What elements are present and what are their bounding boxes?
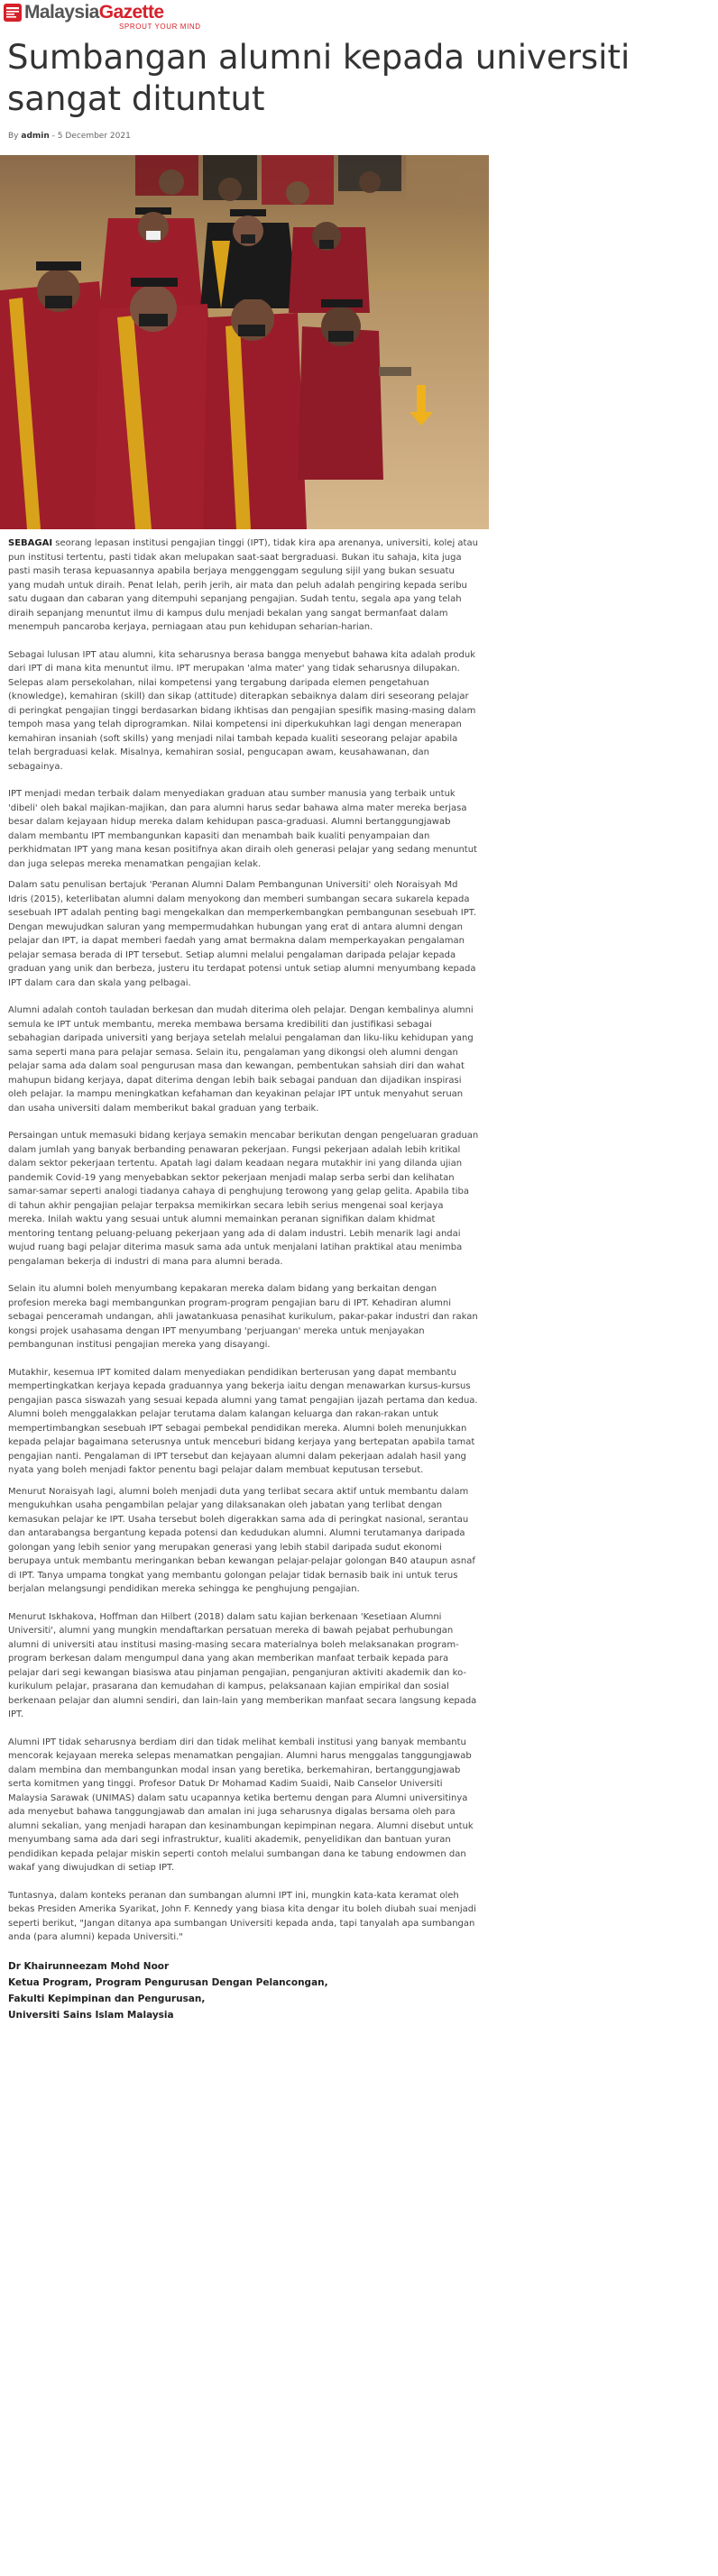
paragraph-8: Mutakhir, kesemua IPT komited dalam menyediakan pendidikan berterusan yang dapat membantu mempertingkatkan kerjaya kepada graduannya yang bekerja iaitu dengan menawarkan kursus-kursus pengajian pasca siswazah yang sesuai kepada alumni yang tamat pengajian ijazah pertama dan kedua. Alumni boleh menggalakkan pelajar terutama dalam kalangan keluarga dan rakan-rakan untuk mempertimbangkan sesebuah IPT sebagai pembekal pendidikan mereka. Alumni boleh menunjukkan kepada pelajar bagaimana seterusnya untuk menceburi bidang kerjaya yang bertepatan apabila tamat pengajian nanti. Pengalaman di IPT tersebut dan kejayaan alumni dalam pekerjaan adalah hasil yang nyata yang boleh menjadi faktor penentu bagi pelajar dalam membuat keputusan tersebut. [8, 1367, 478, 1475]
signature-university: Universiti Sains Islam Malaysia [8, 2009, 174, 2021]
site-name-part2: Gazette [98, 2, 164, 23]
paragraph-5: Alumni adalah contoh tauladan berkesan dan mudah diterima oleh pelajar. Dengan kembalinya alumni semula ke IPT untuk membantu, mereka membawa bersama kredibiliti dan justifikasi sebagai sebahagian daripada universiti yang berjaya setelah melalui pengalaman dan liku-liku kehidupan yang sama seperti mana para pelajar semasa. Selain itu, pengalaman yang dikongsi oleh alumni dengan pelajar sama ada dalam soal pengurusan masa dan kewangan, pembentukan sahsiah diri dan wahat mahupun bidang kerjaya, dapat diterima dengan lebih baik sebagai panduan dan dijadikan inspirasi oleh pelajar. Ia mampu meningkatkan kefahaman dan keyakinan pelajar IPT untuk menyahut seruan dan usaha universiti dalam memberikut bakal graduan yang terbaik. [8, 1005, 474, 1114]
paragraph-7: Selain itu alumni boleh menyumbang kepakaran mereka dalam bidang yang berkaitan dengan profesion mereka bagi membangunkan program-program pengajian baru di IPT. Kehadiran alumni sebagai penceramah undangan, ahli jawatankuasa penasihat kurikulum, pakar-pakar industri dan rakan kongsi projek usahasama dengan IPT menyumbang 'perjuangan' mereka untuk menjayakan pembangunan institusi pengajian mereka yang disayangi. [8, 1284, 478, 1350]
site-header [0, 0, 718, 33]
article-title: Sumbangan alumni kepada universiti sangat dituntut [7, 38, 631, 118]
signature-faculty: Fakulti Kepimpinan dan Pengurusan, [8, 1993, 206, 2004]
site-tagline: SPROUT YOUR MIND [119, 23, 201, 31]
author-link[interactable]: admin [21, 132, 50, 141]
signature-position: Ketua Program, Program Pengurusan Dengan Pelancongan, [8, 1976, 328, 1988]
paragraph-10: Menurut Iskhakova, Hoffman dan Hilbert (2018) dalam satu kajian berkenaan 'Kesetiaan Alumni Universiti', alumni yang mungkin mendaftarkan persatuan mereka di bawah pejabat perhubungan alumni di universiti atau institusi masing-masing secara materialnya boleh melaksanakan program-program berkesan dalam mengumpul dana yang akan memberikan manfaat terbaik kepada para pelajar dari segi kewangan biasiswa atau pinjaman pengajian, penganjuran aktiviti akademik dan ko-kurikulum pelajar, prasarana dan kemudahan di kampus, pelaksanaan kajian empirikal dan sosial berkenaan pelajar dan alumni sendiri, dan lain-lain yang memberikan manfaat secara langsung kepada IPT. [8, 1611, 477, 1719]
graduation-photo [0, 155, 489, 529]
featured-image [0, 155, 489, 529]
paragraph-12: Tuntasnya, dalam konteks peranan dan sumbangan alumni IPT ini, mungkin kata-kata keramat oleh bekas Presiden Amerika Syarikat, John F. Kennedy yang biasa kita dengar itu boleh diubah suai menjadi seperti berikut, "Jangan ditanya apa sumbangan Universiti kepada anda, tapi tanyalah apa sumbangan anda (para alumni) kepada Universiti." [8, 1890, 476, 1942]
site-name [24, 3, 163, 23]
paragraph-9: Menurut Noraisyah lagi, alumni boleh menjadi duta yang terlibat secara aktif untuk membantu dalam mengukuhkan usaha pengambilan pelajar yang dilaksanakan oleh jabatan yang terlibat dengan kemasukan pelajar ke IPT. Usaha tersebut boleh digerakkan sama ada di peringkat nasional, serantau dan antarabangsa bergantung kepada potensi dan kedudukan alumni. Alumni terutamanya daripada golongan yang lebih senior yang merupakan generasi yang lebih stabil daripada sudut ekonomi berupaya untuk membantu meringankan beban kewangan pelajar-pelajar golongan B40 ataupun asnaf di IPT. Tanya umpama tongkat yang membantu golongan pelajar tidak bernasib baik ini untuk terus berjalan melangsungi pendidikan mereka sehingga ke penghujung pengajian. [8, 1486, 475, 1594]
article-date: 5 December 2021 [57, 132, 131, 141]
byline-separator: - [51, 132, 55, 141]
signature-name: Dr Khairunneezam Mohd Noor [8, 1960, 170, 1972]
article-byline [8, 131, 718, 142]
paragraph-6: Persaingan untuk memasuki bidang kerjaya semakin mencabar berikutan dengan pengeluaran graduan dalam jumlah yang banyak berbanding penawaran pekerjaan. Fungsi pekerjaan adalah lebih kritikal dalam sektor pekerjaan tertentu. Apatah lagi dalam keadaan negara mutakhir ini yang dilanda ujian pandemik Covid-19 yang menyebabkan sektor pekerjaan menjadi malap serba serbi dan kelihatan samar-samar seperti analogi tiadanya cahaya di penghujung terowong yang gelap gelita. Apabila tiba di tahun akhir pengajian pelajar terpaksa memikirkan secara lebih serius mengenai soal kerjaya mereka. Inilah waktu yang sesuai untuk alumni memainkan peranan signifikan dalam khidmat mentoring tentang peluang-peluang pekerjaan yang ada di dalam industri. Lebih menarik lagi andai wujud ruang bagi pelajar diterima masuk sama ada untuk menjalani latihan praktikal atau menimba pengalaman bekerja di industri di mana para alumni berada. [8, 1131, 479, 1267]
paragraph-text: seorang lepasan institusi pengajian tinggi (IPT), tidak kira apa arenanya, universiti, kolej atau pun institusi tertentu, pasti tidak akan melupakan saat-saat bergraduasi. Bukan itu sahaja, kita juga pasti masih terasa kepuasannya apabila berjaya menggenggam segulung sijil yang bukan sesuatu yang mudah untuk diraih. Penat lelah, perih jerih, air mata dan peluh adalah pengiring kepada seribu satu dugaan dan cabaran yang ditempuhi sepanjang pengajian. Sudah tentu, segala apa yang telah diraih sepanjang menuntut ilmu di kampus dulu menjadi bekalan yang sangat bermanfaat dalam menempuh pancaroba kerjaya, perniagaan atau pun kehidupan seharian-harian. [8, 538, 478, 632]
logo-mark-icon [4, 4, 22, 22]
article-body [8, 536, 479, 1945]
paragraph-3: IPT menjadi medan terbaik dalam menyediakan graduan atau sumber manusia yang terbaik untuk 'dibeli' oleh bakal majikan-majikan, dan para alumni harus sedar bahawa alma mater mereka berjasa besar dalam kejayaan hidup mereka dalam kehidupan pasca-graduasi. Alumni bertanggungjawab dalam membantu IPT membangunkan kapasiti dan menambah baik kualiti penyampaian dan perkhidmatan IPT yang mana kesan positifnya akan diraih oleh generasi pelajar yang sedang menuntut dan juga selepas mereka menamatkan pengajian kelak. [8, 789, 477, 869]
site-name-part1: Malaysia [24, 2, 99, 23]
author-signature [8, 1958, 479, 2023]
paragraph-11: Alumni IPT tidak seharusnya berdiam diri dan tidak melihat kembali institusi yang banyak membantu mencorak kejayaan mereka selepas menamatkan pengajian. Alumni harus menggalas tanggungjawab dalam membina dan membangunkan modal insan yang beretika, berkemahiran, bertanggungjawab serta komitmen yang tinggi. Profesor Datuk Dr Mohamad Kadim Suaidi, Naib Canselor Universiti Malaysia Sarawak (UNIMAS) dalam satu ucapannya ketika bertemu dengan para Alumni universitinya ada menyebut bahawa tanggungjawab dan amalan ini juga seharusnya digalas bersama oleh para alumni sekalian, yang menjadi harapan dan kesinambungan kepimpinan negara. Alumni disebut untuk menyumbang sama ada dari segi infrastruktur, kualiti akademik, penyelidikan dan bantuan yuran pendidikan kepada pelajar miskin seperti contoh melalui sumbangan dana ke tabung endowmen dan wakaf yang diwujudkan di setiap IPT. [8, 1737, 474, 1873]
site-logo[interactable] [4, 3, 718, 23]
paragraph-2: Sebagai lulusan IPT atau alumni, kita seharusnya berasa bangga menyebut bahawa kita adalah produk dari IPT di mana kita menuntut ilmu. IPT merupakan 'alma mater' yang tidak seharusnya dilupakan. Selepas alam persekolahan, nilai kompetensi yang tergabung daripada elemen pengetahuan (knowledge), kemahiran (skill) dan sikap (attitude) diterapkan sebaiknya dalam diri seseorang pelajar di peringkat pengajian tinggi berdasarkan bidang ikhtisas dan pengajian spesifik masing-masing dalam tempoh masa yang telah diprogramkan. Nilai kompetensi ini diperkukuhkan lagi dengan menerapan kemahiran insaniah (soft skills) yang menjadi nilai tambah kepada kualiti seseorang pelajar apabila telah bergraduasi kelak. Misalnya, kemahiran sosial, pengucapan awam, keusahawanan, dan sebagainya. [8, 649, 476, 772]
byline-prefix: By [8, 132, 19, 141]
paragraph-1 [8, 536, 479, 635]
lead-word: SEBAGAI [8, 538, 53, 548]
paragraph-4: Dalam satu penulisan bertajuk 'Peranan Alumni Dalam Pembangunan Universiti' oleh Noraisyah Md Idris (2015), keterlibatan alumni dalam menyokong dan memberi sumbangan secara sukarela kepada sesebuah IPT adalah penting bagi mengekalkan dan memperkembangkan pembangunan sesebuah IPT. Dengan mewujudkan saluran yang mempermudahkan hubungan yang erat di antara alumni dengan pelajar dan IPT, ia dapat memberi faedah yang amat bermakna dalam memperkayakan pengalaman pelajar semasa berada di IPT tersebut. Setiap alumni melalui pengalaman daripada pelajar kepada graduan yang unik dan berbeza, justeru itu terdapat potensi untuk setiap alumni menyumbang kepada IPT dalam cara dan skala yang pelbagai. [8, 880, 476, 988]
